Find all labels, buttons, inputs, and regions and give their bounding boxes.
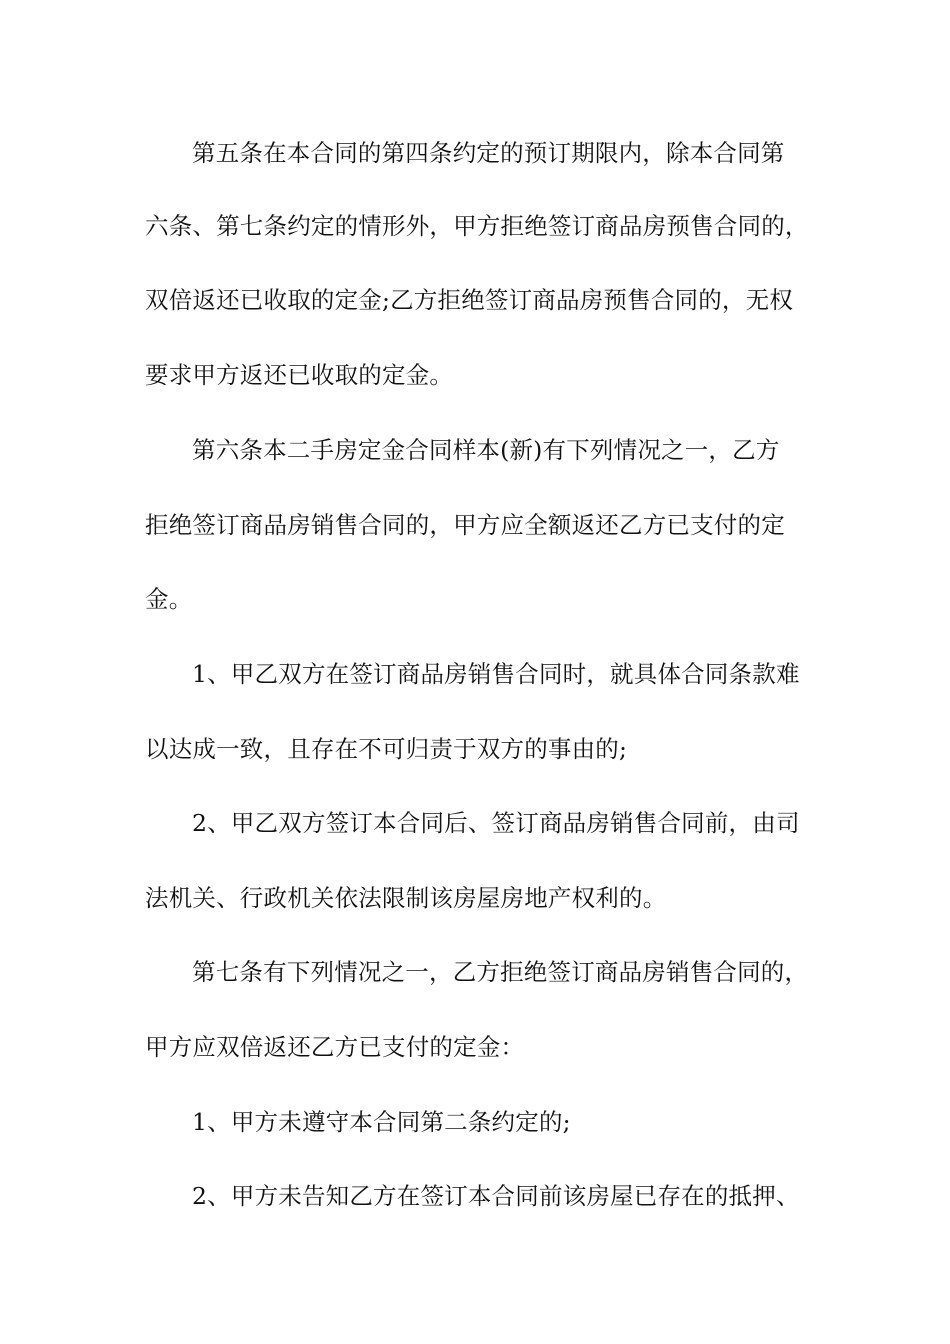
list-item-a-line-1: 1、甲方未遵守本合同第二条约定的; [192,1108,571,1136]
paragraph-article-6-line-3: 金。 [145,585,193,613]
paragraph-article-6-line-1: 第六条本二手房定金合同样本(新)有下列情况之一，乙方 [192,436,780,464]
paragraph-article-5-line-2: 六条、第七条约定的情形外，甲方拒绝签订商品房预售合同的， [145,212,809,240]
paragraph-article-7-line-1: 第七条有下列情况之一，乙方拒绝签订商品房销售合同的， [192,958,809,986]
paragraph-article-5-line-3: 双倍返还已收取的定金;乙方拒绝签订商品房预售合同的，无权 [145,286,794,314]
list-item-2-line-2: 法机关、行政机关依法限制该房屋房地产权利的。 [145,884,667,912]
list-item-2-line-1: 2、甲乙双方签订本合同后、签订商品房销售合同前，由司 [192,809,800,837]
list-item-b-line-1: 2、甲方未告知乙方在签订本合同前该房屋已存在的抵押、 [192,1182,800,1210]
list-item-1-line-1: 1、甲乙双方在签订商品房销售合同时，就具体合同条款难 [192,660,800,688]
list-item-1-line-2: 以达成一致，且存在不可归责于双方的事由的; [145,735,628,763]
paragraph-article-6-line-2: 拒绝签订商品房销售合同的，甲方应全额返还乙方已支付的定 [145,511,785,539]
paragraph-article-7-line-2: 甲方应双倍返还乙方已支付的定金： [145,1033,525,1061]
paragraph-article-5-line-1: 第五条在本合同的第四条约定的预订期限内，除本合同第 [192,139,785,167]
paragraph-article-5-line-4: 要求甲方返还已收取的定金。 [145,361,454,389]
